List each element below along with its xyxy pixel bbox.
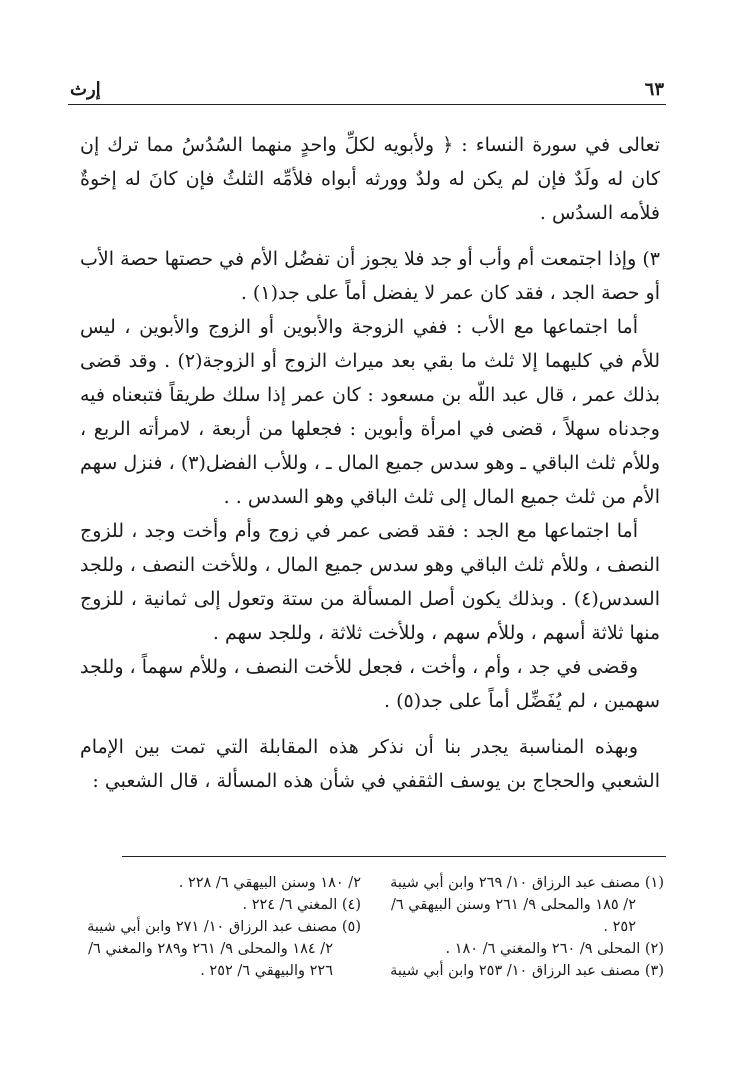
- footnotes: [78, 872, 664, 1022]
- paragraph-2: ٣) وإذا اجتمعت أم وأب أو جد فلا يجوز أن تفضُل الأم في حصتها حصة الأب أو حصة الجد ، فقد كان عمر لا يفضل أماً على جد(١) .: [80, 248, 660, 304]
- header-divider: [68, 104, 666, 105]
- paragraph-1: تعالى في سورة النساء : ﴿ ولأبويه لكلِّ واحدٍ منهما السُدُسُ مما ترك إن كان له ولَدٌ فإن لم يكن له ولدٌ وورثه أبواه فلأمِّه الثلثُ فإن كانَ له إخوةٌ فلأمه السدُس .: [80, 134, 660, 224]
- paragraph-3: أما اجتماعها مع الأب : ففي الزوجة والأبوين أو الزوج والأبوين ، ليس للأم في كليهما إلا ثلث ما بقي بعد ميراث الزوج أو الزوجة(٢) . وقد قضى بذلك عمر ، قال عبد اللّه بن مسعود : كان عمر إذا سلك طريقاً فتبعناه فيه وجدناه سهلاً ، قضى في امرأة وأبوين : فجعلها من أربعة ، لامرأته الربع ، وللأم ثلث الباقي ـ وهو سدس جميع المال ـ ، وللأب الفضل(٣) ، فنزل سهم الأم من ثلث جميع المال إلى ثلث الباقي وهو السدس . .: [80, 316, 660, 508]
- main-text: [80, 128, 660, 798]
- footnote-3-text: (٣) مصنف عبد الرزاق ١٠/ ٢٥٣ وابن أبي شيبة: [390, 963, 664, 979]
- footnote-4-text: (٤) المغني ٦/ ٢٢٤ .: [242, 897, 361, 913]
- footnote-4: [78, 894, 361, 916]
- footnote-column-left: [78, 872, 371, 1022]
- footnote-divider: [122, 856, 666, 857]
- footnote-2: [385, 938, 664, 960]
- paragraph-4: أما اجتماعها مع الجد : فقد قضى عمر في زوج وأم وأخت وجد ، للزوج النصف ، وللأم ثلث الباقي وهو سدس جميع المال ، وللأخت النصف ، وللجد السدس(٤) . وبذلك يكون أصل المسألة من ستة وتعول إلى ثمانية ، للزوج منها ثلاثة أسهم ، وللأم سهم ، وللأخت ثلاثة ، وللجد سهم .: [80, 520, 660, 644]
- footnote-3: [385, 960, 664, 982]
- footnote-column-right: [371, 872, 664, 1022]
- footnote-2-text: (٢) المحلى ٩/ ٢٦٠ والمغني ٦/ ١٨٠ .: [445, 941, 664, 957]
- running-title: إرث: [70, 78, 101, 100]
- paragraph-5: وقضى في جد ، وأم ، وأخت ، فجعل للأخت النصف ، وللأم سهماً ، وللجد سهمين ، لم يُفَضِّل أماً على جد(٥) .: [80, 656, 660, 712]
- footnote-3-continuation-text: ٢/ ١٨٠ وسنن البيهقي ٦/ ٢٢٨ .: [178, 875, 361, 891]
- page-number: ٦٣: [644, 78, 664, 100]
- footnote-5: [78, 916, 361, 982]
- footnote-5-first-line: (٥) مصنف عبد الرزاق ١٠/ ٢٧١ وابن أبي شيبة: [87, 919, 361, 935]
- page-header: [70, 76, 664, 102]
- footnote-1: [385, 872, 664, 938]
- paragraph-6: وبهذه المناسبة يجدر بنا أن نذكر هذه المقابلة التي تمت بين الإمام الشعبي والحجاج بن يوسف الثقفي في شأن هذه المسألة ، قال الشعبي :: [80, 736, 660, 792]
- footnote-1-first-line: (١) مصنف عبد الرزاق ١٠/ ٢٦٩ وابن أبي شيبة: [390, 875, 664, 891]
- footnote-1-continuation: ٢/ ١٨٥ والمحلى ٩/ ٢٦١ وسنن البيهقي ٦/ ٢٥٢ .: [390, 897, 636, 935]
- footnote-5-continuation: ٢/ ١٨٤ والمحلى ٩/ ٢٦١ و٢٨٩ والمغني ٦/ ٢٢٦ والبيهقي ٦/ ٢٥٢ .: [88, 941, 333, 979]
- footnote-3-continuation: [78, 872, 361, 894]
